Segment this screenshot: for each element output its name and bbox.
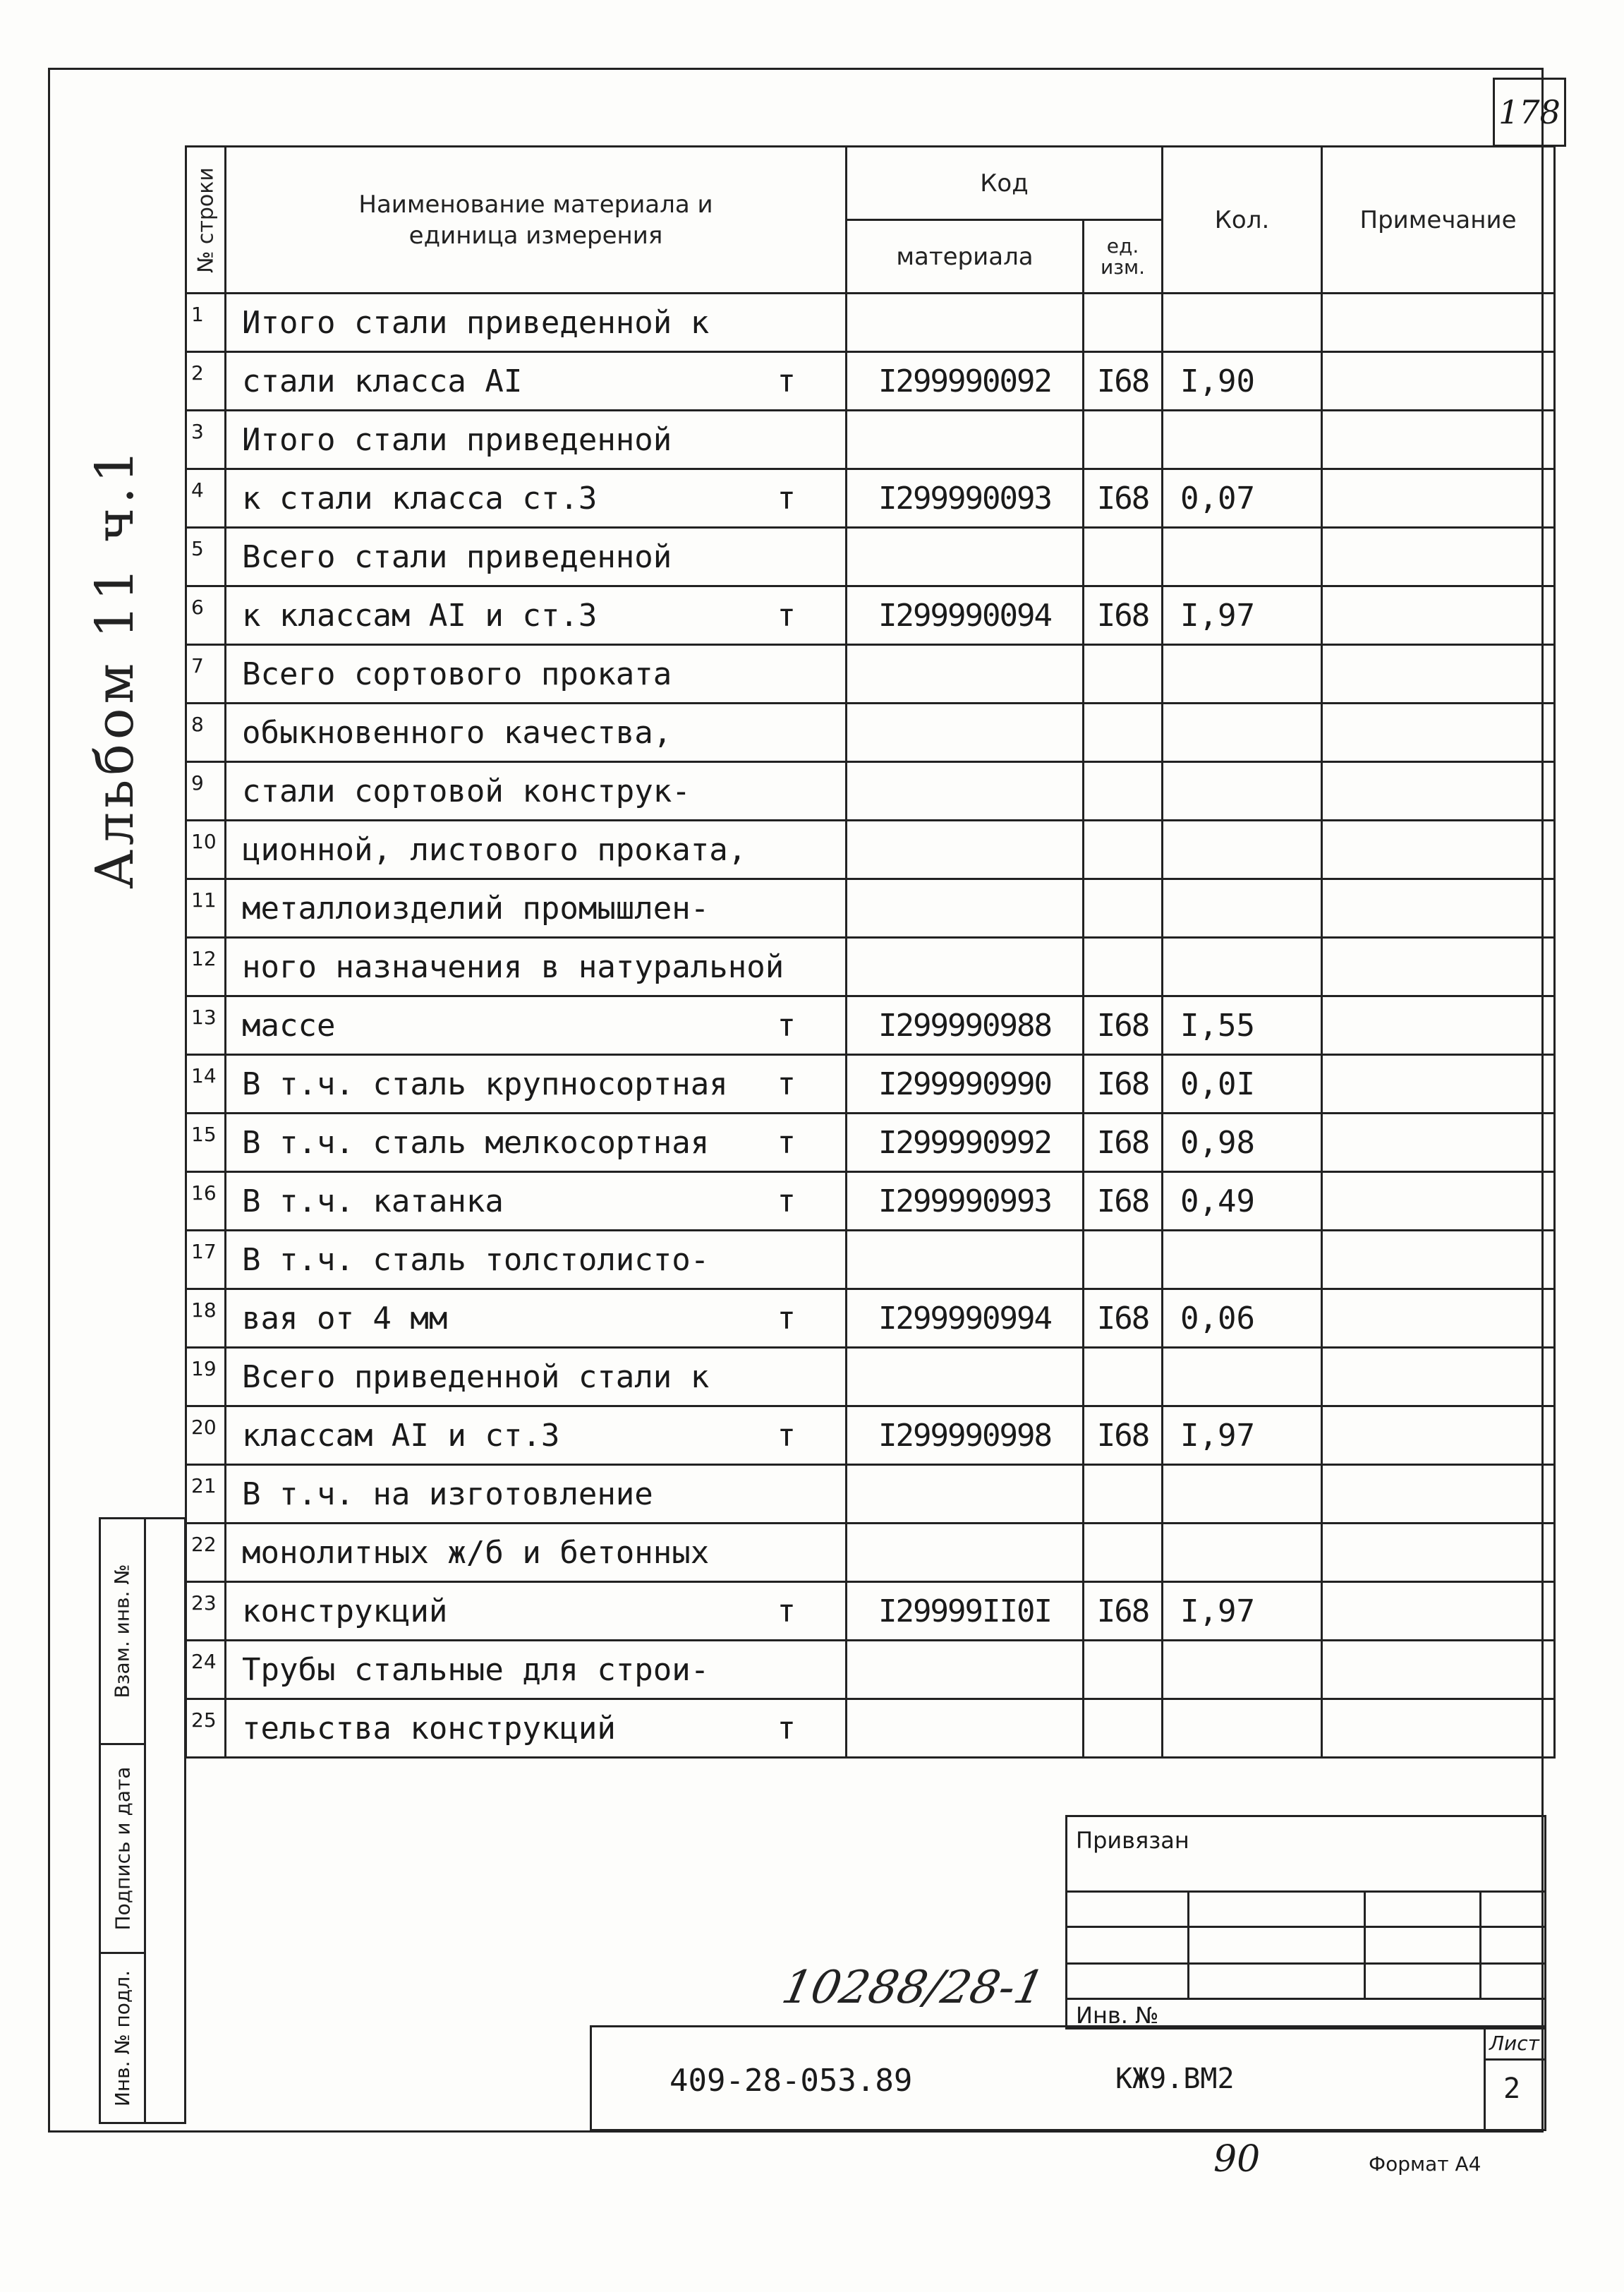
quantity <box>1163 645 1322 704</box>
unit-code <box>1084 411 1163 469</box>
material-name-text: монолитных ж/б и бетонных <box>242 1534 710 1571</box>
row-number: 10 <box>186 821 226 879</box>
material-name-text: тельства конструкций <box>242 1710 616 1747</box>
unit-code <box>1084 1699 1163 1758</box>
quantity: I,97 <box>1163 586 1322 645</box>
header-material-name: Наименование материала и единица измерения <box>226 147 847 294</box>
unit-code <box>1084 1641 1163 1699</box>
quantity: I,55 <box>1163 996 1322 1055</box>
unit-code: I68 <box>1084 1582 1163 1641</box>
material-name-text: В т.ч. сталь толстолисто- <box>242 1241 710 1278</box>
unit-code <box>1084 1524 1163 1582</box>
note <box>1322 996 1555 1055</box>
unit-code <box>1084 704 1163 762</box>
row-number: 14 <box>186 1055 226 1114</box>
note <box>1322 938 1555 996</box>
doc-code: 409-28-053.89 <box>669 2063 913 2099</box>
unit-code <box>1084 821 1163 879</box>
quantity <box>1163 1524 1322 1582</box>
table-row <box>186 586 1555 645</box>
note <box>1322 1114 1555 1172</box>
material-name-text: к стали класса ст.3 <box>242 480 598 517</box>
quantity <box>1163 704 1322 762</box>
quantity <box>1163 411 1322 469</box>
material-code: I299990988 <box>847 996 1084 1055</box>
material-code: I29999II0I <box>847 1582 1084 1641</box>
material-name-text: вая от 4 мм <box>242 1300 448 1337</box>
format-label: Формат А4 <box>1369 2152 1481 2176</box>
table-row <box>186 645 1555 704</box>
row-number: 8 <box>186 704 226 762</box>
note <box>1322 528 1555 586</box>
row-number: 3 <box>186 411 226 469</box>
material-code: I299990998 <box>847 1406 1084 1465</box>
quantity <box>1163 1231 1322 1289</box>
material-code: I299990992 <box>847 1114 1084 1172</box>
sheet-number: 178 <box>1493 78 1566 147</box>
unit-code <box>1084 1348 1163 1406</box>
row-number: 2 <box>186 352 226 411</box>
material-name <box>226 586 847 645</box>
unit-code <box>1084 528 1163 586</box>
material-code <box>847 821 1084 879</box>
unit-code: I68 <box>1084 1055 1163 1114</box>
row-number: 11 <box>186 879 226 938</box>
row-number: 24 <box>186 1641 226 1699</box>
note <box>1322 1055 1555 1114</box>
doc-mark: КЖ9.ВМ2 <box>1115 2063 1235 2095</box>
material-name-text: В т.ч. на изготовление <box>242 1476 653 1512</box>
unit-code: I68 <box>1084 1289 1163 1348</box>
table-row <box>186 821 1555 879</box>
material-name-text: Всего стали приведенной <box>242 538 672 575</box>
unit-code <box>1084 938 1163 996</box>
unit-code <box>1084 1231 1163 1289</box>
quantity <box>1163 762 1322 821</box>
material-unit: т <box>777 1300 796 1337</box>
unit-code: I68 <box>1084 469 1163 528</box>
material-unit: т <box>777 1124 796 1161</box>
unit-code: I68 <box>1084 352 1163 411</box>
note <box>1322 645 1555 704</box>
row-number: 16 <box>186 1172 226 1231</box>
note <box>1322 1524 1555 1582</box>
material-name-text: В т.ч. сталь мелкосортная <box>242 1124 710 1161</box>
material-name-text: ционной, листового проката, <box>242 831 747 868</box>
table-row <box>186 352 1555 411</box>
material-code <box>847 1231 1084 1289</box>
material-name-text: металлоизделий промышлен- <box>242 890 710 927</box>
row-number: 20 <box>186 1406 226 1465</box>
material-unit: т <box>777 1417 796 1454</box>
note <box>1322 1699 1555 1758</box>
material-name-text: массе <box>242 1007 336 1044</box>
material-name <box>226 528 847 586</box>
material-unit: т <box>777 1183 796 1219</box>
material-code <box>847 762 1084 821</box>
unit-code <box>1084 762 1163 821</box>
note <box>1322 821 1555 879</box>
note <box>1322 586 1555 645</box>
note <box>1322 762 1555 821</box>
table-row <box>186 1406 1555 1465</box>
note <box>1322 1641 1555 1699</box>
material-unit: т <box>777 1007 796 1044</box>
material-name <box>226 1524 847 1582</box>
material-name <box>226 1231 847 1289</box>
note <box>1322 469 1555 528</box>
unit-code <box>1084 294 1163 352</box>
material-name-text: классам АI и ст.3 <box>242 1417 560 1454</box>
quantity <box>1163 821 1322 879</box>
material-name-text: Всего сортового проката <box>242 656 672 692</box>
stamp-inv-label: Инв. № <box>1076 2002 1159 2029</box>
material-code <box>847 938 1084 996</box>
material-code: I299990993 <box>847 1172 1084 1231</box>
material-unit: т <box>777 1710 796 1747</box>
material-name <box>226 1172 847 1231</box>
unit-code <box>1084 1465 1163 1524</box>
unit-code: I68 <box>1084 1406 1163 1465</box>
material-name <box>226 704 847 762</box>
row-number: 21 <box>186 1465 226 1524</box>
table-row <box>186 996 1555 1055</box>
row-number: 9 <box>186 762 226 821</box>
table-row <box>186 1582 1555 1641</box>
material-code: I299990994 <box>847 1289 1084 1348</box>
material-unit: т <box>777 1066 796 1102</box>
signature: 10288/28-1 <box>777 1962 1049 2014</box>
table-row <box>186 469 1555 528</box>
row-number: 1 <box>186 294 226 352</box>
table-row <box>186 762 1555 821</box>
materials-table <box>185 145 1556 1759</box>
stamp-privyazan <box>1065 1815 1546 2029</box>
note <box>1322 1348 1555 1406</box>
table-row <box>186 1524 1555 1582</box>
header-row-number: № строки <box>186 147 226 294</box>
material-name-text: Трубы стальные для строи- <box>242 1651 710 1688</box>
quantity <box>1163 879 1322 938</box>
material-code <box>847 879 1084 938</box>
material-name <box>226 645 847 704</box>
margin-vzam: Взам. инв. № <box>101 1519 146 1745</box>
material-code: I299990093 <box>847 469 1084 528</box>
note <box>1322 1582 1555 1641</box>
material-name <box>226 294 847 352</box>
material-code <box>847 1348 1084 1406</box>
row-number: 5 <box>186 528 226 586</box>
table-row <box>186 1348 1555 1406</box>
note <box>1322 1465 1555 1524</box>
material-code <box>847 1699 1084 1758</box>
note <box>1322 704 1555 762</box>
material-name <box>226 938 847 996</box>
stamp-title-block <box>590 2025 1546 2131</box>
material-name <box>226 1055 847 1114</box>
material-name <box>226 1348 847 1406</box>
quantity <box>1163 1641 1322 1699</box>
table-row <box>186 1114 1555 1172</box>
material-name <box>226 1641 847 1699</box>
quantity: I,90 <box>1163 352 1322 411</box>
note <box>1322 294 1555 352</box>
row-number: 12 <box>186 938 226 996</box>
material-code <box>847 704 1084 762</box>
table-row <box>186 1699 1555 1758</box>
material-code: I299990092 <box>847 352 1084 411</box>
material-name <box>226 352 847 411</box>
material-code <box>847 645 1084 704</box>
material-name-text: В т.ч. сталь крупносортная <box>242 1066 728 1102</box>
material-name <box>226 1289 847 1348</box>
material-name-text: стали сортовой конструк- <box>242 773 691 809</box>
table-row <box>186 879 1555 938</box>
quantity: I,97 <box>1163 1582 1322 1641</box>
table-row <box>186 1172 1555 1231</box>
quantity <box>1163 938 1322 996</box>
material-name-text: Итого стали приведенной <box>242 421 672 458</box>
material-code: I299990094 <box>847 586 1084 645</box>
table-row <box>186 1641 1555 1699</box>
margin-inv-podl: Инв. № подл. <box>101 1954 146 2122</box>
quantity <box>1163 294 1322 352</box>
quantity: 0,49 <box>1163 1172 1322 1231</box>
material-name <box>226 762 847 821</box>
row-number: 22 <box>186 1524 226 1582</box>
note <box>1322 352 1555 411</box>
note <box>1322 1231 1555 1289</box>
margin-podpis: Подпись и дата <box>101 1745 146 1954</box>
row-number: 19 <box>186 1348 226 1406</box>
table-row <box>186 1231 1555 1289</box>
list-number: 2 <box>1503 2073 1521 2105</box>
quantity: 0,98 <box>1163 1114 1322 1172</box>
unit-code: I68 <box>1084 586 1163 645</box>
quantity: I,97 <box>1163 1406 1322 1465</box>
table-row <box>186 938 1555 996</box>
material-code: I299990990 <box>847 1055 1084 1114</box>
unit-code: I68 <box>1084 1114 1163 1172</box>
material-name-text: стали класса АI <box>242 363 523 399</box>
header-code: Код <box>847 147 1163 220</box>
stamp-privyazan-label: Привязан <box>1076 1827 1189 1854</box>
material-unit: т <box>777 1593 796 1629</box>
material-name <box>226 1406 847 1465</box>
material-code <box>847 1465 1084 1524</box>
row-number: 15 <box>186 1114 226 1172</box>
row-number: 4 <box>186 469 226 528</box>
row-number: 23 <box>186 1582 226 1641</box>
header-qty: Кол. <box>1163 147 1322 294</box>
row-number: 7 <box>186 645 226 704</box>
table-row <box>186 1465 1555 1524</box>
material-name-text: В т.ч. катанка <box>242 1183 504 1219</box>
header-material-code: материала <box>847 220 1084 294</box>
header-unit: ед. изм. <box>1084 220 1163 294</box>
quantity <box>1163 1348 1322 1406</box>
note <box>1322 1289 1555 1348</box>
row-number: 17 <box>186 1231 226 1289</box>
material-name <box>226 1114 847 1172</box>
unit-code: I68 <box>1084 1172 1163 1231</box>
quantity: 0,07 <box>1163 469 1322 528</box>
note <box>1322 1172 1555 1231</box>
note <box>1322 411 1555 469</box>
quantity <box>1163 528 1322 586</box>
material-name <box>226 1465 847 1524</box>
row-number: 18 <box>186 1289 226 1348</box>
material-name-text: к классам АI и ст.3 <box>242 597 598 634</box>
row-number: 6 <box>186 586 226 645</box>
material-name-text: конструкций <box>242 1593 448 1629</box>
header-note: Примечание <box>1322 147 1555 294</box>
quantity: 0,06 <box>1163 1289 1322 1348</box>
quantity: 0,0I <box>1163 1055 1322 1114</box>
material-name <box>226 1699 847 1758</box>
material-code <box>847 1524 1084 1582</box>
material-code <box>847 1641 1084 1699</box>
footer-number: 90 <box>1213 2138 1261 2181</box>
material-name-text: ного назначения в натуральной <box>242 948 784 985</box>
unit-code <box>1084 645 1163 704</box>
material-name <box>226 411 847 469</box>
table-row <box>186 704 1555 762</box>
material-name <box>226 1582 847 1641</box>
row-number: 13 <box>186 996 226 1055</box>
table-row <box>186 294 1555 352</box>
list-label: Лист <box>1489 2032 1539 2055</box>
material-code <box>847 528 1084 586</box>
unit-code: I68 <box>1084 996 1163 1055</box>
unit-code <box>1084 879 1163 938</box>
material-unit: т <box>777 363 796 399</box>
material-name <box>226 821 847 879</box>
album-label: Альбом 11 ч.1 <box>85 445 145 889</box>
margin-stamp <box>99 1517 186 2124</box>
table-row <box>186 411 1555 469</box>
material-unit: т <box>777 597 796 634</box>
material-name <box>226 996 847 1055</box>
material-name-text: Всего приведенной стали к <box>242 1358 710 1395</box>
material-name-text: обыкновенного качества, <box>242 714 672 751</box>
material-code <box>847 411 1084 469</box>
material-name <box>226 879 847 938</box>
table-row <box>186 1289 1555 1348</box>
material-name-text: Итого стали приведенной к <box>242 304 710 341</box>
material-code <box>847 294 1084 352</box>
note <box>1322 1406 1555 1465</box>
material-name <box>226 469 847 528</box>
note <box>1322 879 1555 938</box>
quantity <box>1163 1699 1322 1758</box>
table-row <box>186 528 1555 586</box>
row-number: 25 <box>186 1699 226 1758</box>
material-unit: т <box>777 480 796 517</box>
quantity <box>1163 1465 1322 1524</box>
table-row <box>186 1055 1555 1114</box>
